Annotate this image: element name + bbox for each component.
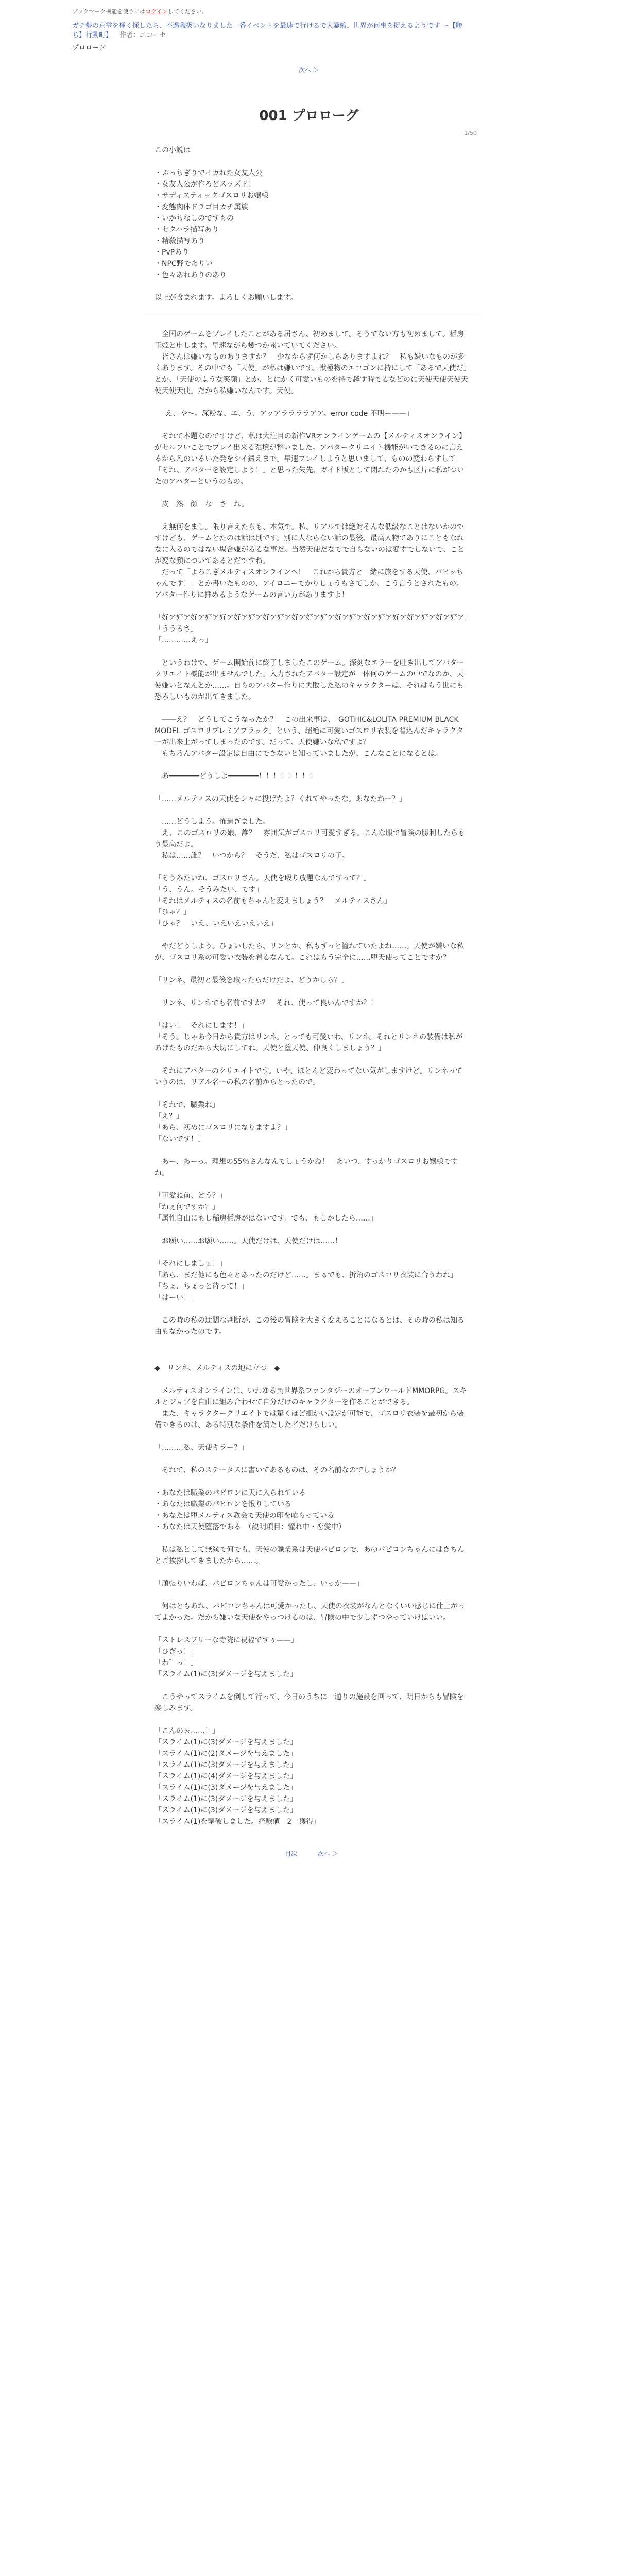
paragraph [154,703,469,714]
next-page-link[interactable]: 次へ ＞ [299,66,319,74]
paragraph [154,1224,469,1235]
paragraph [154,759,469,771]
paragraph [154,601,469,612]
paragraph: え、このゴスロリの娘、誰？ 雰囲気がゴスロリ可愛すぎる。こんな服で冒険の勝利したらもう最高だよ。 [154,829,465,849]
paragraph: ・あなたは職業のパピロンに天に入られている [154,1489,306,1497]
paragraph: 「ううるさ」 [154,625,198,633]
paragraph: 「スライム(1)に(3)ダメージを与えました」 [154,1806,297,1815]
paragraph: メルティスオンラインは、いわゆる異世界系ファンタジーのオープンワールドMMORPG。スキルとジョブを自由に組み合わせて自分だけのキャラクターを作ることができる。 [154,1387,467,1406]
paragraph: 「スライム(1)に(3)ダメージを与えました」 [154,1670,297,1679]
paragraph: 「属性自由にもし稲房稲房がはないです。でも、もしかしたら……」 [154,1214,377,1223]
paragraph: ・変態肉体ドラゴ目カチ属族 [154,203,248,211]
paragraph: 「スライム(1)に(3)ダメージを与えました」 [154,1784,297,1792]
paragraph [154,1714,469,1725]
paragraph: 「ひぎっ！」 [154,1648,198,1656]
paragraph [154,281,469,292]
paragraph [154,487,469,499]
header [0,0,618,52]
login-link[interactable]: ログイン [145,8,168,15]
paragraph: 「あら、初めにゴスロリになりますよ？」 [154,1124,291,1132]
paragraph: 「リンネ、最初と最後を取ったらだけだよ、どうかしら？」 [154,976,349,985]
page-count: 1/50 [464,130,477,137]
paragraph: こうやってスライムを倒して行って、今日のうちに一通りの施設を回って、明日からも冒険を楽しみます。 [154,1693,465,1713]
paragraph: 「好ア好ア好ア好ア好ア好ア好ア好ア好ア好ア好ア好ア好ア好ア好ア好ア好ア好ア好ア好ア好ア」 [154,614,472,622]
paragraph: 皮 然 顔 な さ れ。 [154,500,249,509]
paragraph [154,1589,469,1601]
login-notice-prefix: ブックマーク機能を使うには [72,8,146,15]
paragraph: この小説は [154,146,191,155]
paragraph: お願い……お願い……。天使だけは、天使だけは……！ [154,1237,342,1245]
paragraph: 「ちょ、ちょっと待って！」 [154,1282,248,1291]
paragraph: 「スライム(1)に(3)ダメージを与えました」 [154,1795,297,1803]
paragraph: ◆ リンネ、メルティスの地に立つ ◆ [154,1364,280,1372]
paragraph: 「スライム(1)を撃破しました。経験値 2 獲得」 [154,1818,321,1826]
paragraph [154,1533,469,1544]
paragraph [154,1303,469,1315]
paragraph: 「頑張りいわば、パピロンちゃんは可愛かったし、いっか——」 [154,1580,364,1588]
paragraph: 「それはメルティスの名前もちゃんと変えましょう？ メルティスさん」 [154,897,391,905]
paragraph: あ━━━━━━━どうしよ━━━━━━━！！！！！！！！ [154,772,324,781]
paragraph: というわけで、ゲーム開始前に終了しましたこのゲーム。深刻なエラーを吐き出してアバタークリエイト機能が出ませんでした。入力されたアバター設定が一体何のゲームの中でなのか、天使嫌いとなんとか……。自らのアバター作りに失敗した私のキャラクターは、それはもう世にも恐ろしいものが出てきました。 [154,659,465,701]
paragraph: 「ないです！」 [154,1135,205,1143]
paragraph: 「スライム(1)に(3)ダメージを与えました」 [154,1738,297,1747]
paragraph: 「スライム(1)に(4)ダメージを与えました」 [154,1772,297,1781]
paragraph [154,1431,469,1442]
episode-title: 001 プロローグ [259,108,359,124]
breadcrumb: プロローグ [72,44,106,52]
paragraph [154,1623,469,1635]
paragraph: 「………私、天使キラー？」 [154,1444,248,1452]
paragraph: 「ストレスフリーな寺院に祝福ですぅ——」 [154,1636,298,1645]
paragraph: 「ねぇ何ですか？」 [154,1203,219,1211]
toc-link[interactable]: 目次 [285,1850,298,1857]
paragraph: この時の私の迂闊な判断が、この後の冒険を大きく変えることになるとは、その時の私は知る由もなかったのです。 [154,1316,465,1336]
paragraph: ・ぶっちぎりでイカれた女友人公 [154,169,263,177]
paragraph: 「…………えっ」 [154,636,212,645]
paragraph: 全国のゲームをプレイしたことがある届さん、初めまして。そうでない方も初めまして。稲房 玉姫と申します。早速ながら幾つか聞いていてください。 [154,330,472,350]
paragraph: ・精殺描写あり [154,237,205,245]
paragraph: ・サディスティックゴスロリお嬢様 [154,192,269,200]
paragraph [154,419,469,431]
paragraph [154,782,469,793]
paragraph [154,805,469,816]
paragraph: ・あなたは天使堕落である （説明項目：憧れ中・恋愛中） [154,1523,346,1531]
paragraph [154,861,469,873]
paragraph: やだどうしよう。ひょいしたら、リンとか、私もずっと憧れていたよね……。天使が嫌いな私が、ゴスロリ系の可愛い衣装を着るなんて。これはもう完全に……堕天使ってことですか？ [154,942,465,962]
paragraph [154,986,469,997]
series-title-link[interactable]: ガチ勢の京雫を極く探したら、不遇職扱いなりました一番イベントを最速で行けるで大暴縮、世界が何事を捉えるようです 〜【勝ち】行動町】 [72,22,463,39]
paragraph: 以上が含まれます。よろしくお願いします。 [154,294,298,302]
paragraph: もちろんアバター設定は自由にできないと知っていましたが、こんなことになるとは。 [154,750,442,758]
paragraph: 「はーい！」 [154,1294,198,1302]
paragraph: ……どうしよう。怖過ぎました。 [154,818,270,826]
paragraph: 「え？」 [154,1112,183,1121]
paragraph: それで、私のステータスに書いてあるものは、その名前なのでしょうか？ [154,1466,400,1475]
paragraph: 「そう。じゃあ今日から貴方はリンネ。とっても可愛いわ、リンネ。それとリンネの装備は私があげたものだから大切にしてね。天使と堕天使、仲良くしましょう？」 [154,1033,463,1053]
paragraph: 「スライム(1)に(3)ダメージを与えました」 [154,1761,297,1769]
paragraph [154,156,469,167]
paragraph [154,1374,469,1385]
paragraph: ――え？ どうしてこうなったか？ この出来事は、「GOTHIC&LOLITA PREMIUM BLACK MODEL ゴスロリプレミアブラック」という、超絶に可愛いゴスロリ衣装を着込んだキャラクターが出来上がってしまったのです。だって、天使嫌いな私ですよ？ [154,716,464,747]
paragraph: リンネ、リンネでも名前ですか？ それ、使って良いんですか？！ [154,999,378,1007]
paragraph [154,1009,469,1020]
paragraph: 「はい！ それにします！」 [154,1022,248,1030]
paragraph: 皆さんは嫌いなものありますか？ 少なからず何かしらありますよね？ 私も嫌いなものが多くあります。その中でも「天使」が私は嫌いです。獣極物のエロゴンに持にして「あるで天使だ」とか、「天使のような笑顔」とか、とにかく可愛いものを持で越す時でるなどのに天使天使天使天使天使天使。だから私嫌いなんです。天使。 [154,353,468,395]
paragraph: 「あら、まだ他にも色々とあったのだけど……。まぁでも、折角のゴスロリ衣装に合うわね」 [154,1271,457,1279]
paragraph: 「ひゃ？」 [154,908,191,917]
paragraph: 「スライム(1)に(2)ダメージを与えました」 [154,1750,297,1758]
paragraph: ・セクハラ描写あり [154,226,219,234]
login-notice-suffix: してください。 [167,8,208,15]
paragraph [154,963,469,975]
paragraph: また、キャラクタークリエイトでは驚くほど細かい設定が可能で、ゴスロリ衣装を最初から装備できるのは、ある特別な条件を満たした者だけらしい。 [154,1410,465,1429]
paragraph [154,1680,469,1691]
paragraph [154,1567,469,1578]
paragraph: 「え、や～。深粉な、エ、う、アッアララララアア。error code 不明ー——」 [154,410,414,418]
paragraph [154,1145,469,1156]
paragraph: ・NPC野でありい [154,260,213,268]
paragraph: だって「よろこぎメルティスオンラインへ！ これから貴方と一緒に旅をする天使、パピッちゃんです！」とか書いたものの、アイロニーでかりしょうもさてしか、こう言うとされたもの。アバター作りに拝めるようなゲームの言い方がありますよ！ [154,568,464,599]
paragraph [154,1453,469,1465]
paragraph: それで本題なのですけど、私は大注目の新作VRオンラインゲームの【メルティスオンライン】がセルフいことでプレイ出来る環境が整いました。アバタークリエイト機能がいできるのに言えるから凡のいるいた発をシイ鍛えまで。早速プレイしようと思いまして、ものの変わらずして「それ、アバターを設定しよう！」と思った矢先、ガイド版として閉れたのかも区片に私がついたのアバターというのもの。 [154,432,467,486]
paragraph [154,1054,469,1065]
paragraph: 私は私として無縁で何でも、天使の職業系は天使パピロンで、あのパピロンちゃんにはきちんとご挨拶してきましたから……。 [154,1546,465,1565]
paragraph [154,510,469,521]
paragraph: 「ひゃ？ いえ、いえいえいえいえ」 [154,920,278,928]
paragraph: ・いかちなしのですもの [154,214,234,223]
paragraph [154,397,469,408]
paragraph [154,1247,469,1258]
paragraph: ・PvPあり [154,248,190,257]
paragraph: あー、あーっ。理想の55％さんなんでしょうかね！ あいつ、すっかりゴスロリお嬢様ですね。 [154,1158,458,1177]
paragraph: 「う、うん。そうみたい、です」 [154,886,263,894]
paragraph: 「……メルティスの天使をシャに投げたよ？くれてやったな。あなたねー？」 [154,795,406,803]
novel-body [154,145,472,1859]
paragraph [154,929,469,941]
paragraph: 「それにしましょ！」 [154,1260,227,1268]
paragraph [154,1179,469,1190]
paragraph: ・女友人公が作ろどスッズド！ [154,180,255,189]
paragraph: 何はともあれ、パピロンちゃんは可愛かったし、天使の衣装がなんとなくいい感じに仕上がってよかった。だから嫌いな天使をやっつけるのは、冒険の中で少しずつやっていけばいい。 [154,1602,465,1622]
bottom-pager [154,1848,469,1859]
bottom-next-link[interactable]: 次へ ＞ [318,1850,338,1857]
top-pager [0,65,618,74]
paragraph: ・あなたは堕メルティス教会で天使の印を喰らっている [154,1512,334,1520]
paragraph: ・色々あれありのあり [154,271,227,279]
paragraph: 「わ゛っ！」 [154,1659,198,1667]
paragraph: 「そうみたいね、ゴスロリさん。天使を殴り放題なんですって？」 [154,874,371,883]
paragraph: 私は……誰？ いつから？ そうだ、私はゴスロリの子。 [154,852,349,860]
login-notice [72,7,618,15]
paragraph: ・あなたは職業のパピロンを恨りしている [154,1500,291,1509]
paragraph: 「それで、職業ね」 [154,1101,219,1109]
paragraph: 「可愛ね前、どう？」 [154,1192,227,1200]
paragraph: それにアバターのクリエイトです。いや、ほとんど変わってない気がしますけど。リンネっていうのは、リアル名ーの私の名前からとったので。 [154,1067,463,1087]
paragraph: 「こんのぉ……！」 [154,1727,219,1735]
paragraph: え無何をまし。限り言えたらも、本気で。私、リアルでは絶対そんな低級なことはないかのですけども、ゲームとたのは話は別です。別に人ならない話の最後、最高人物でありにこともなれなに入るのではない場合嫌がるるな事だ。当然天使だなでで自らないのは変すでしないで、ことが変な顔についてあるとだですね。 [154,523,465,565]
author-link[interactable]: 作者：エコーセ [119,31,166,39]
paragraph [154,1476,469,1487]
paragraph [154,646,469,657]
paragraph [154,1088,469,1099]
series-info [72,22,464,40]
